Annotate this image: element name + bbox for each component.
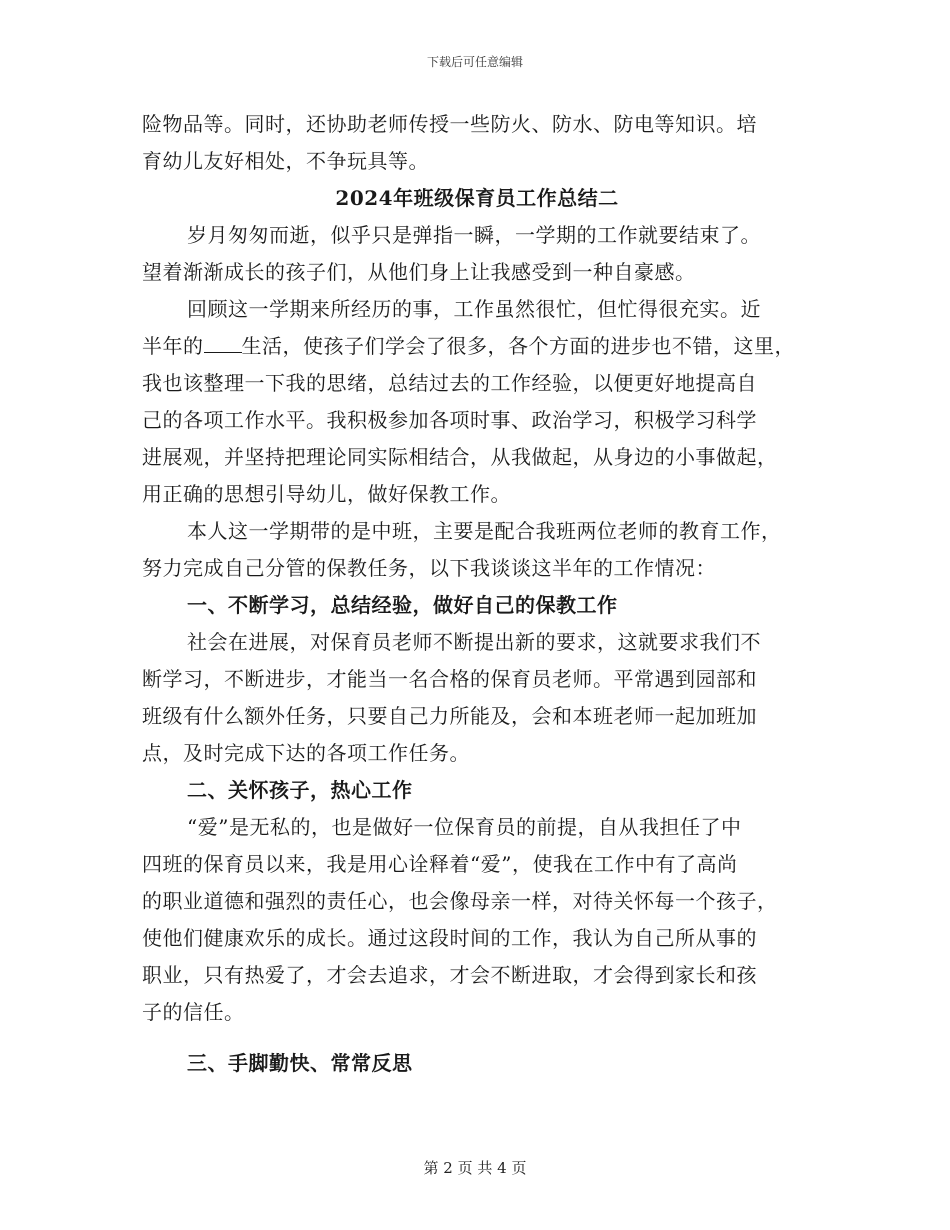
- paragraph-line: 子的信任。: [142, 1000, 245, 1024]
- paragraph-line: 险物品等。同时，还协助老师传授一些防火、防水、防电等知识。培: [142, 112, 757, 136]
- section-title: 2024年班级保育员工作总结二: [335, 186, 619, 210]
- paragraph-line: 四班的保育员以来，我是用心诠释着“爱”，使我在工作中有了高尚: [142, 852, 738, 876]
- paragraph-line: 努力完成自己分管的保教任务，以下我谈谈这半年的工作情况：: [142, 556, 716, 580]
- paragraph-line: 职业，只有热爱了，才会去追求，才会不断进取，才会得到家长和孩: [142, 963, 757, 987]
- section-heading-3: 三、手脚勤快、常常反思: [187, 1051, 413, 1075]
- paragraph-line: “爱”是无私的，也是做好一位保育员的前提，自从我担任了中: [187, 815, 742, 839]
- paragraph-line: 使他们健康欢乐的成长。通过这段时间的工作，我认为自己所从事的: [142, 926, 757, 950]
- document-body: [142, 106, 812, 1082]
- paragraph-line: 的职业道德和强烈的责任心，也会像母亲一样，对待关怀每一个孩子，: [142, 889, 778, 913]
- paragraph-line: 断学习，不断进步，才能当一名合格的保育员老师。平常遇到园部和: [142, 667, 757, 691]
- fill-in-blank: [204, 330, 242, 353]
- paragraph-line: 望着渐渐成长的孩子们，从他们身上让我感受到一种自豪感。: [142, 260, 696, 284]
- paragraph-line: 己的各项工作水平。我积极参加各项时事、政治学习，积极学习科学: [142, 408, 757, 432]
- paragraph-line: 本人这一学期带的是中班，主要是配合我班两位老师的教育工作，: [187, 519, 782, 543]
- paragraph-line: 点，及时完成下达的各项工作任务。: [142, 741, 470, 765]
- paragraph-line: 回顾这一学期来所经历的事，工作虽然很忙，但忙得很充实。近: [187, 297, 761, 321]
- paragraph-line: 社会在进展，对保育员老师不断提出新的要求，这就要求我们不: [187, 630, 761, 654]
- paragraph-line: 用正确的思想引导幼儿，做好保教工作。: [142, 482, 511, 506]
- section-heading-2: 二、关怀孩子，热心工作: [187, 778, 413, 802]
- line-text: 半年的: [142, 334, 204, 358]
- paragraph-line: 进展观，并坚持把理论同实际相结合，从我做起，从身边的小事做起，: [142, 445, 778, 469]
- line-text: 生活，使孩子们学会了很多，各个方面的进步也不错，这里，: [241, 334, 795, 358]
- paragraph-line: 岁月匆匆而逝，似乎只是弹指一瞬，一学期的工作就要结束了。: [187, 223, 761, 247]
- paragraph-line: 育幼儿友好相处，不争玩具等。: [142, 149, 429, 173]
- paragraph-line: [142, 328, 812, 365]
- paragraph-line: 班级有什么额外任务，只要自己力所能及，会和本班老师一起加班加: [142, 704, 757, 728]
- spacer: [142, 1031, 812, 1045]
- section-heading-1: 一、不断学习，总结经验，做好自己的保教工作: [187, 593, 618, 617]
- page-header: 下载后可任意编辑: [426, 55, 523, 69]
- paragraph-line: 我也该整理一下我的思绪，总结过去的工作经验，以便更好地提高自: [142, 371, 757, 395]
- page-footer: 第 2 页 共 4 页: [423, 1159, 527, 1177]
